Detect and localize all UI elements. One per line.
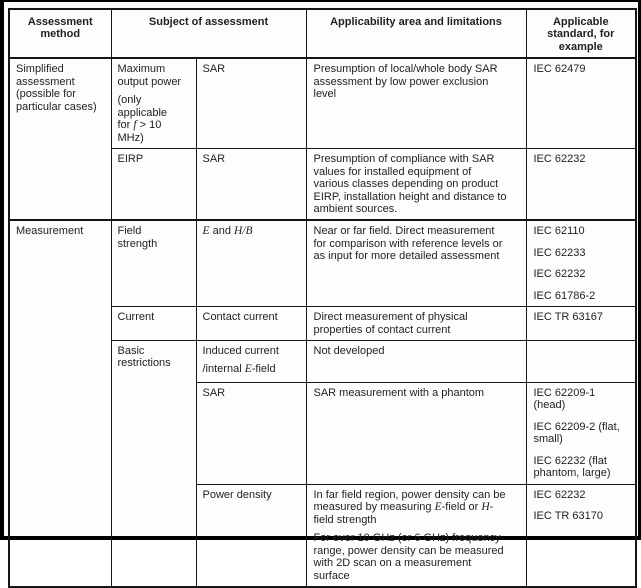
cell-standards-empty [526,341,636,383]
cell-standards [526,220,636,306]
standard-item: IEC 62232 [533,488,586,501]
standard-item: IEC 61786-2 [533,289,596,302]
header-assessment-method: Assessment method [9,9,111,58]
method-label: Simplified assessment (possible for particular cases) [16,63,97,113]
cell-standards [526,58,636,149]
variable-e: E [244,363,252,376]
cell-subcategory-contact-current: Contact current [196,307,306,341]
cell-subject-field-strength: Field strength [111,220,196,306]
cell-subject-current: Current [111,307,196,341]
variable-e: E [434,500,442,513]
standard-item: IEC TR 63167 [533,311,604,324]
header-applicable-standard: Applicable standard, for example [526,9,636,58]
cell-subcategory-e-and-hb: E and H/B [196,220,306,306]
cell-applicability: SAR measurement with a phantom [306,383,526,485]
standard-item: IEC 62209-1 (head) [533,387,596,412]
header-applicability: Applicability area and limitations [306,9,526,58]
cell-applicability: Presumption of compliance with SAR values for installed equipment of various classes depending on product EIRP, installation height and distance to ambient sources. [306,149,526,221]
standard-item: IEC 62233 [533,246,586,259]
standard-item: IEC 62110 [533,225,585,238]
cell-applicability: Not developed [306,341,526,383]
table-header-row [9,9,636,58]
cell-standards [526,307,636,341]
cell-subcategory-power-density: Power density [196,484,306,587]
cell-standards [526,149,636,221]
cell-subject-max-output-power [111,58,196,149]
cell-subcategory-sar: SAR [196,383,306,485]
cell-subcategory-sar: SAR [196,58,306,149]
cell-standards [526,383,636,485]
variable-f: f [133,118,137,131]
table-row [9,58,636,149]
cell-subject-eirp: EIRP [111,149,196,221]
method-label: Measurement [16,225,84,238]
variable-e: E [202,225,210,238]
cell-standards [526,484,636,587]
subject-note: (only applicable for f > 10 MHz) [117,94,168,144]
standard-item: IEC 62232 [533,268,586,281]
cell-subject-basic-restrictions: Basic restrictions [111,341,196,588]
standard-item: IEC 62479 [533,63,586,76]
cell-applicability: Presumption of local/whole body SAR assessment by low power exclusion level [306,58,526,149]
variable-h: H [481,500,490,513]
cell-subcategory-sar: SAR [196,149,306,221]
standard-item: IEC 62232 [533,153,586,166]
cell-method-measurement [9,220,111,587]
variable-hb: H/B [234,225,253,238]
header-subject-of-assessment: Subject of assessment [111,9,306,58]
cell-applicability: Near or far field. Direct measurement for comparison with reference levels or as input for more detailed assessment [306,220,526,306]
subject-label: Maximum output power [117,63,182,88]
cell-method-simplified [9,58,111,220]
assessment-methods-table [8,8,637,588]
cell-applicability: In far field region, power density can be measured by measuring E-field or H-field strength For over 10 GHz (or 6 GHz) frequency range, power density can be measured with 2D scan on a measurement surface [306,484,526,587]
table-row [9,220,636,306]
standard-item: IEC 62209-2 (flat, small) [533,420,620,446]
cell-applicability: Direct measurement of physical properties of contact current [306,307,526,341]
standard-item: IEC TR 63170 [533,509,604,522]
cell-subcategory-induced-current: Induced current /internal E-field [196,341,306,383]
standard-item: IEC 62232 (flat phantom, large) [533,454,611,480]
